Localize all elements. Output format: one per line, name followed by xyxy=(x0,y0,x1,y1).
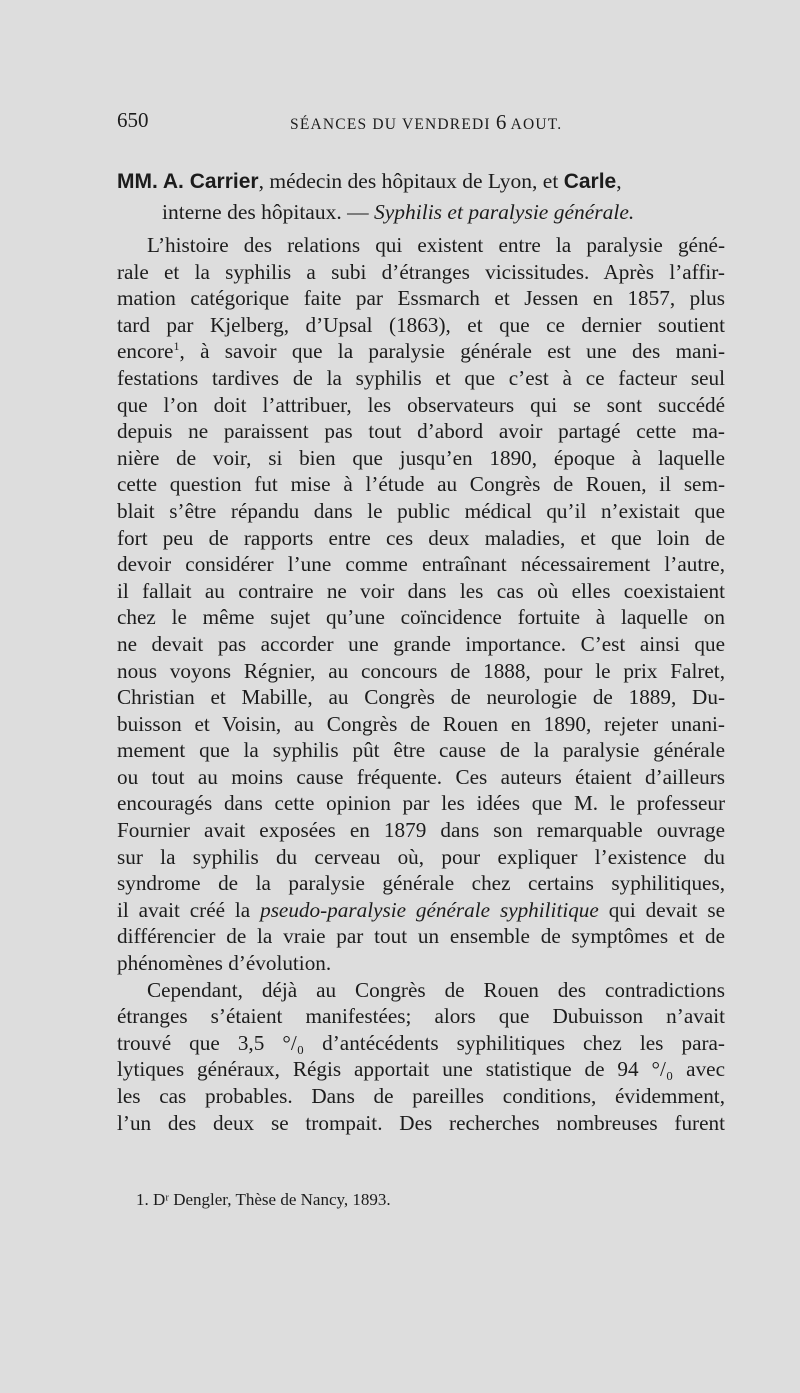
text-line: blait s’être répandu dans le public médical qu’il n’existait que xyxy=(117,498,725,523)
text-fragment: encore xyxy=(117,339,174,364)
text-line: encouragés dans cette opinion par les idées que M. le professeur xyxy=(117,791,725,816)
text-line: devoir considérer l’une comme entraînant nécessairement l’autre, xyxy=(117,552,725,577)
footnote xyxy=(136,1190,391,1210)
text-line: l’un des deux se trompait. Des recherches nombreuses furent xyxy=(117,1110,725,1135)
page-number: 650 xyxy=(117,108,149,132)
article-title: Syphilis et paralysie générale. xyxy=(373,200,635,224)
text-line: lytiques généraux, Régis apportait une statistique de 94 °/₀ avec xyxy=(117,1057,725,1082)
title-line xyxy=(117,197,725,227)
text-line: rale et la syphilis a subi d’étranges vicissitudes. Après l’affir- xyxy=(117,259,725,284)
text-line: L’histoire des relations qui existent entre la paralysie géné- xyxy=(147,233,725,257)
article-heading xyxy=(117,166,725,227)
text-line: mation catégorique faite par Essmarch et Jessen en 1857, plus xyxy=(117,286,725,311)
footnote-reference: 1 xyxy=(173,339,180,354)
text-line: différencier de la vraie par tout un ensemble de symptômes et de xyxy=(117,924,725,949)
text-line: sur la syphilis du cerveau où, pour expliquer l’existence du xyxy=(117,844,725,869)
text-line: ou tout au moins cause fréquente. Ces auteurs étaient d’ailleurs xyxy=(117,764,725,789)
text-line: que l’on doit l’attribuer, les observateurs qui se sont succédé xyxy=(117,392,725,417)
running-head-text-b: AOUT. xyxy=(506,116,563,133)
body-text xyxy=(117,232,725,1136)
text-line: syndrome de la paralysie générale chez certains syphilitiques, xyxy=(117,871,725,896)
text-line: étranges s’étaient manifestées; alors que Dubuisson n’avait xyxy=(117,1004,725,1029)
author-role: interne des hôpitaux. — xyxy=(162,200,374,224)
text-line: Christian et Mabille, au Congrès de neurologie de 1889, Du- xyxy=(117,685,725,710)
page-header xyxy=(117,108,722,138)
text-fragment: il avait créé la xyxy=(117,897,261,922)
author-carle: Carle xyxy=(563,170,617,193)
italic-term: pseudo-paralysie générale syphilitique xyxy=(260,897,599,922)
authors-line xyxy=(117,166,725,197)
text-line: il fallait au contraire ne voir dans les cas où elles coexistaient xyxy=(117,578,725,603)
text-line: Fournier avait exposées en 1879 dans son remarquable ouvrage xyxy=(117,818,725,843)
text-line: phénomènes d’évolution. xyxy=(117,951,332,976)
text-line: buisson et Voisin, au Congrès de Rouen en 1890, rejeter unani- xyxy=(117,711,725,736)
footnote-text: Dʳ Dengler, Thèse de Nancy, 1893. xyxy=(153,1190,391,1209)
text-line: fort peu de rapports entre ces deux maladies, et que loin de xyxy=(117,525,725,550)
text-line: chez le même sujet qu’une coïncidence fortuite à laquelle on xyxy=(117,605,725,630)
running-head-text-a: SÉANCES DU VENDREDI xyxy=(290,116,496,133)
running-head-day: 6 xyxy=(495,110,507,134)
text-line: tard par Kjelberg, d’Upsal (1863), et que ce dernier soutient xyxy=(117,312,725,337)
text-fragment: , à savoir que la paralysie générale est une des mani- xyxy=(179,339,725,364)
text-line: les cas probables. Dans de pareilles conditions, évidemment, xyxy=(117,1084,725,1108)
text-line: depuis ne paraissent pas tout d’abord avoir partagé cette ma- xyxy=(117,419,725,444)
text-line xyxy=(117,338,725,365)
text-line xyxy=(117,897,725,924)
text-line: cette question fut mise à l’étude au Congrès de Rouen, il sem- xyxy=(117,472,725,497)
running-head xyxy=(290,110,562,135)
author-carrier: MM. A. Carrier xyxy=(117,170,259,193)
text-line: nous voyons Régnier, au concours de 1888, pour le prix Falret, xyxy=(117,658,725,683)
authors-line-end: , xyxy=(616,169,622,193)
text-fragment: qui devait se xyxy=(598,897,725,922)
text-line: festations tardives de la syphilis et que c’est à ce facteur seul xyxy=(117,365,725,390)
text-line: Cependant, déjà au Congrès de Rouen des contradictions xyxy=(147,977,725,1002)
text-line: trouvé que 3,5 °/₀ d’antécédents syphilitiques chez les para- xyxy=(117,1030,725,1055)
text-line: ne devait pas accorder une grande importance. C’est ainsi que xyxy=(117,631,725,656)
author-affiliation: , médecin des hôpitaux de Lyon, et xyxy=(258,169,564,193)
footnote-number: 1. xyxy=(136,1190,149,1209)
text-line: nière de voir, si bien que jusqu’en 1890, époque à laquelle xyxy=(117,445,725,470)
text-line: mement que la syphilis pût être cause de la paralysie générale xyxy=(117,738,725,763)
